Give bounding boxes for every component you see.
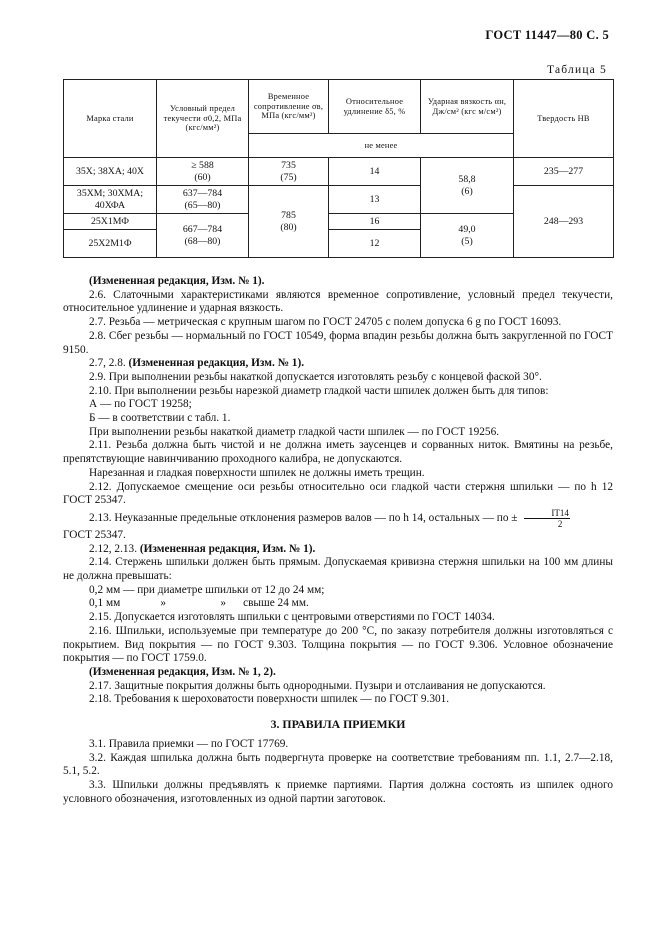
clause-3-3: 3.3. Шпильки должны предъявлять к приемке партиями. Партия должна состоять из шпилек одного условного обозначения, изготовленных из одной партии заготовок. xyxy=(63,778,613,805)
clause-2-10: 2.10. При выполнении резьбы нарезкой диаметр гладкой части шпилек должен быть для типов: xyxy=(89,384,549,397)
clause-2-10-c: При выполнении резьбы накаткой диаметр гладкой части шпилек — по ГОСТ 19256. xyxy=(89,425,500,438)
cell-elongation: 13 xyxy=(329,186,421,214)
cell-hardness-b: 248—293 xyxy=(514,186,614,258)
clause-3-1: 3.1. Правила приемки — по ГОСТ 17769. xyxy=(89,737,289,750)
cell-yield-merged: 667—784 (68—80) xyxy=(157,214,249,258)
clause-2-7-2-8-revision: 2.7, 2.8. (Измененная редакция, Изм. № 1). xyxy=(89,357,305,370)
table-row xyxy=(64,186,614,214)
clause-2-13-b: ГОСТ 25347. xyxy=(63,528,126,541)
table-caption: Таблица 5 xyxy=(547,64,607,76)
clause-2-13: 2.13. Неуказанные предельные отклонения размеров валов — по h 14, остальных — по ± $\frac{IT14}{2}$ xyxy=(89,507,569,529)
fraction: $\frac{IT14}{2}$ xyxy=(524,508,570,529)
cell-elongation: 16 xyxy=(329,214,421,230)
col-header-hardness: Твердость НВ xyxy=(514,80,614,158)
cell-grade: 35ХМ; 30ХМА; 40ХФА xyxy=(64,186,157,214)
clause-2-11: 2.11. Резьба должна быть чистой и не должна иметь заусенцев и сорванных ниток. Вмятины на резьбе, препятствующие навинчиванию проходного калибра, не допускаются. xyxy=(63,439,613,466)
clause-2-18: 2.18. Требования к шероховатости поверхности шпилек — по ГОСТ 9.301. xyxy=(89,693,450,706)
table-row xyxy=(64,158,614,186)
clause-2-6: 2.6. Слаточными характеристиками являются временное сопротивление, условный предел текучести, относительное удлинение и ударная вязкость. xyxy=(63,288,613,315)
section-3-title: 3. ПРАВИЛА ПРИЕМКИ xyxy=(270,717,406,732)
col-header-min-note: не менее xyxy=(249,134,514,158)
cell-tensile-merged: 785 (80) xyxy=(249,186,329,258)
cell-tensile: 735 (75) xyxy=(249,158,329,186)
col-header-impact: Ударная вязкость αн, Дж/см² (кгс м/см²) xyxy=(421,80,514,134)
clause-2-12-2-13-revision: 2.12, 2.13. (Измененная редакция, Изм. № 1). xyxy=(89,542,316,555)
document-body xyxy=(63,275,613,806)
page-header: ГОСТ 11447—80 С. 5 xyxy=(485,28,609,42)
properties-table xyxy=(63,79,614,258)
cell-impact-a: 58,8 (6) xyxy=(421,158,514,214)
cell-hardness-a: 235—277 xyxy=(514,158,614,186)
clause-2-11-b: Нарезанная и гладкая поверхности шпилек не должны иметь трещин. xyxy=(89,466,425,479)
clause-3-2: 3.2. Каждая шпилька должна быть подвергнута проверке на соответствие требованиям пп. 1.1, 2.7—2.18, 5.1, 5.2. xyxy=(63,751,613,778)
clause-2-8: 2.8. Сбег резьбы — нормальный по ГОСТ 10549, форма впадин резьбы должна быть закругленной по ГОСТ 9150. xyxy=(63,329,613,356)
col-header-grade: Марка стали xyxy=(64,80,157,158)
cell-yield: 637—784 (65—80) xyxy=(157,186,249,214)
cell-elongation: 12 xyxy=(329,230,421,258)
cell-grade: 25Х2М1Ф xyxy=(64,230,157,258)
clause-2-12: 2.12. Допускаемое смещение оси резьбы относительно оси гладкой части стержня шпильки — по h 12 ГОСТ 25347. xyxy=(63,480,613,507)
col-header-elongation: Относительное удлинение δ5, % xyxy=(329,80,421,134)
clause-2-9: 2.9. При выполнении резьбы накаткой допускается изготовлять резьбу с концевой фаской 30°. xyxy=(89,370,542,383)
clause-2-7: 2.7. Резьба — метрическая с крупным шагом по ГОСТ 24705 с полем допуска 6 g по ГОСТ 16093. xyxy=(89,316,562,329)
cell-grade: 25Х1МФ xyxy=(64,214,157,230)
clause-2-15: 2.15. Допускается изготовлять шпильки с центровыми отверстиями по ГОСТ 14034. xyxy=(89,611,495,624)
clause-2-10-b: Б — в соответствии с табл. 1. xyxy=(89,412,231,425)
clause-2-14: 2.14. Стержень шпильки должен быть прямым. Допускаемая кривизна стержня шпильки на 100 мм длины не должна превышать: xyxy=(63,556,613,583)
clause-2-16: 2.16. Шпильки, используемые при температуре до 200 °С, по заказу потребителя должны изготовляться с покрытием. Вид покрытия — по ГОСТ 9.303. Толщина покрытия — по ГОСТ 9.306. Условное обозначение покрытия — по ГОСТ 1759.0. xyxy=(63,624,613,665)
clause-2-17: 2.17. Защитные покрытия должны быть однородными. Пузыри и отслаивания не допускаются. xyxy=(89,679,546,692)
cell-yield: ≥ 588 (60) xyxy=(157,158,249,186)
col-header-yield: Условный предел текучести σ0,2, МПа (кгс/мм²) xyxy=(157,80,249,158)
clause-2-14-b: 0,1 мм » » свыше 24 мм. xyxy=(89,597,309,610)
clause-2-10-a: А — по ГОСТ 19258; xyxy=(89,398,192,411)
clause-2-14-a: 0,2 мм — при диаметре шпильки от 12 до 24 мм; xyxy=(89,583,325,596)
revision-note-2: (Измененная редакция, Изм. № 1, 2). xyxy=(89,665,276,678)
cell-impact-b: 49,0 (5) xyxy=(421,214,514,258)
col-header-tensile: Временное сопротивление σв, МПа (кгс/мм²) xyxy=(249,80,329,134)
cell-grade: 35Х; 38ХА; 40Х xyxy=(64,158,157,186)
cell-elongation: 14 xyxy=(329,158,421,186)
revision-note: (Измененная редакция, Изм. № 1). xyxy=(89,275,265,287)
